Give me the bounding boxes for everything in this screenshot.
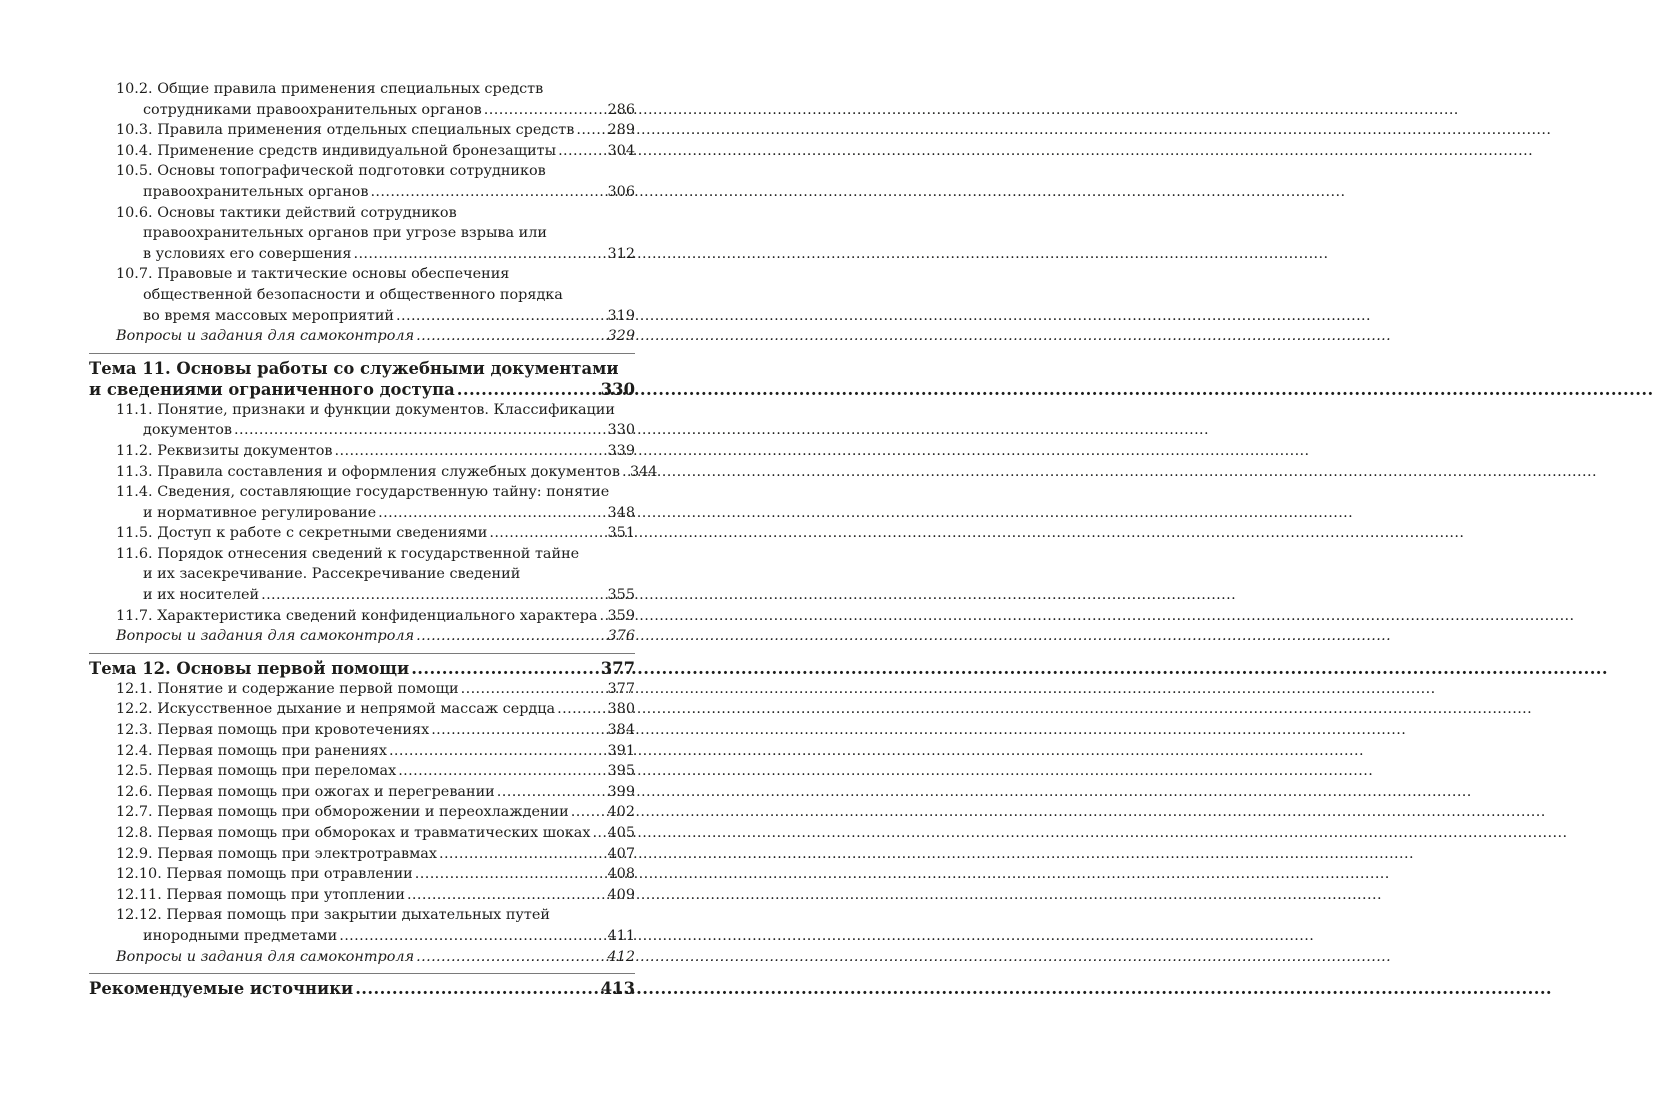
references-heading[interactable]: [89, 978, 635, 999]
page-number: 330: [607, 422, 635, 439]
toc-entry-text: 11.3. Правила составления и оформления служебных документов: [116, 463, 620, 480]
page-number: 409: [607, 886, 635, 903]
toc-entry-text: 12.2. Искусственное дыхание и непрямой массаж сердца: [116, 701, 556, 718]
toc-entry-text: и нормативное регулирование: [143, 504, 377, 521]
toc-entry-text: 10.4. Применение средств индивидуальной бронезащиты: [116, 142, 557, 159]
page-number: 391: [607, 742, 635, 759]
dot-leader: [398, 761, 605, 782]
toc-entry-text: 11.5. Доступ к работе с секретными сведениями: [116, 525, 488, 542]
toc-entry[interactable]: [116, 141, 635, 162]
toc-entry[interactable]: [116, 741, 635, 762]
toc-entry[interactable]: [116, 699, 635, 720]
page-number: 344: [629, 463, 658, 480]
chapter-heading-topic-11[interactable]: [89, 358, 635, 400]
toc-entry[interactable]: [116, 400, 635, 441]
page-number: 359: [607, 607, 635, 624]
page-number: 377: [607, 680, 635, 697]
page-number: 319: [607, 307, 635, 324]
toc-entry[interactable]: [116, 802, 635, 823]
toc-entry[interactable]: [116, 844, 635, 865]
toc-entry[interactable]: [116, 161, 635, 202]
dot-leader: [411, 658, 599, 679]
dot-leader: [261, 585, 605, 606]
page-number: 376: [607, 628, 635, 645]
section-list-topic-12: [116, 679, 635, 947]
dot-leader: [431, 720, 605, 741]
toc-entry-text: 12.4. Первая помощь при ранениях: [116, 742, 387, 759]
references-title: Рекомендуемые источники: [89, 979, 354, 999]
dot-leader: [389, 741, 606, 762]
toc-entry-text: 11.1. Понятие, признаки и функции документов. Классификации: [116, 401, 615, 418]
toc-entry-text: правоохранительных органов при угрозе взрыва или: [143, 225, 548, 242]
toc-entry[interactable]: [116, 482, 635, 523]
toc-entry-text: 12.3. Первая помощь при кровотечениях: [116, 722, 430, 739]
page-number: 304: [607, 142, 635, 159]
toc-entry-text: правоохранительных органов: [143, 183, 369, 200]
chapter-title-line-2: и сведениями ограниченного доступа: [89, 379, 455, 399]
toc-entry-text: в условиях его совершения: [143, 245, 352, 262]
page-number: 411: [607, 927, 635, 944]
toc-entry-text: общественной безопасности и общественного порядка: [143, 286, 563, 303]
toc-entry-text: 10.6. Основы тактики действий сотрудников: [116, 204, 457, 221]
page-number: 395: [607, 763, 635, 780]
dot-leader: [416, 326, 605, 347]
dot-leader: [234, 420, 606, 441]
dot-leader: [353, 244, 605, 265]
toc-entry-text: документов: [143, 422, 233, 439]
dot-leader: [415, 864, 606, 885]
toc-entry[interactable]: [116, 264, 635, 326]
toc-entry-text: 12.1. Понятие и содержание первой помощи: [116, 680, 459, 697]
self-check-questions-topic-12[interactable]: [116, 947, 635, 968]
self-check-questions-topic-11[interactable]: [116, 626, 635, 647]
toc-entry[interactable]: [116, 905, 635, 946]
toc-entry[interactable]: [116, 720, 635, 741]
toc-entry-text: сотрудниками правоохранительных органов: [143, 101, 482, 118]
toc-entry[interactable]: [116, 864, 635, 885]
page-number: 355: [607, 587, 635, 604]
toc-entry[interactable]: [116, 885, 635, 906]
section-list-topic-11: [116, 400, 658, 627]
self-check-label: Вопросы и задания для самоконтроля: [116, 328, 415, 345]
divider: [89, 653, 635, 654]
toc-entry-text: 12.5. Первая помощь при переломах: [116, 763, 397, 780]
self-check-label: Вопросы и задания для самоконтроля: [116, 948, 415, 965]
dot-leader: [396, 306, 606, 327]
chapter-title: Тема 12. Основы первой помощи: [89, 658, 410, 678]
self-check-label: Вопросы и задания для самоконтроля: [116, 628, 415, 645]
toc-entry-text: 11.2. Реквизиты документов: [116, 442, 333, 459]
page-number: 405: [607, 825, 635, 841]
toc-entry[interactable]: [116, 441, 635, 462]
dot-leader: [416, 626, 605, 647]
dot-leader: [497, 782, 606, 803]
page-number: 377: [600, 658, 635, 678]
chapter-heading-topic-12[interactable]: [89, 658, 635, 679]
toc-entry-text: 10.2. Общие правила применения специальных средств: [116, 81, 544, 97]
page-number: 413: [600, 979, 635, 999]
toc-entry-text: 11.4. Сведения, составляющие государственную тайну: понятие: [116, 484, 610, 501]
toc-entry-text: 12.9. Первая помощь при электротравмах: [116, 845, 437, 862]
dot-leader: [416, 947, 605, 968]
dot-leader: [335, 441, 606, 462]
toc-entry-text: 11.7. Характеристика сведений конфиденциального характера: [116, 607, 598, 624]
toc-entry[interactable]: [116, 462, 658, 483]
page-number: 312: [607, 245, 635, 262]
dot-leader: [339, 926, 605, 947]
page-number: 380: [607, 701, 635, 718]
toc-entry-text: 10.5. Основы топографической подготовки сотрудников: [116, 163, 546, 180]
page-number: 351: [607, 525, 635, 542]
toc-entry-text: 12.10. Первая помощь при отравлении: [116, 866, 413, 883]
toc-entry[interactable]: [116, 120, 635, 141]
page-number: 412: [607, 948, 635, 965]
toc-entry-text: 12.7. Первая помощь при обморожении и переохлаждении: [116, 804, 569, 821]
toc-entry[interactable]: [116, 523, 635, 544]
page-number: 348: [607, 504, 635, 521]
page-number: 330: [600, 379, 635, 399]
dot-leader: [439, 844, 606, 865]
divider: [89, 973, 635, 974]
toc-entry[interactable]: [116, 79, 635, 120]
dot-leader: [557, 699, 605, 720]
toc-entry-text: 12.11. Первая помощь при утоплении: [116, 886, 405, 903]
page-number: 289: [607, 122, 635, 139]
toc-entry[interactable]: [116, 782, 635, 803]
toc-entry-text: и их засекречивание. Рассекречивание сведений: [143, 566, 521, 583]
table-of-contents: [89, 79, 658, 999]
dot-leader: [592, 823, 605, 844]
dot-leader: [484, 100, 606, 121]
section-list-topic-10: [116, 79, 635, 326]
toc-entry-text: во время массовых мероприятий: [143, 307, 395, 324]
dot-leader: [457, 379, 599, 400]
toc-entry-text: 12.8. Первая помощь при обмороках и травматических шоках: [116, 825, 591, 841]
toc-entry[interactable]: [116, 203, 635, 265]
page-number: 306: [607, 183, 635, 200]
page-number: 408: [607, 866, 635, 883]
divider: [89, 353, 635, 354]
page-number: 402: [607, 804, 635, 821]
dot-leader: [378, 503, 605, 524]
toc-entry-text: 10.3. Правила применения отдельных специальных средств: [116, 122, 575, 139]
toc-entry-text: 10.7. Правовые и тактические основы обеспечения: [116, 266, 510, 283]
page-number: 286: [607, 101, 635, 118]
dot-leader: [571, 802, 606, 823]
toc-entry[interactable]: [116, 544, 635, 606]
chapter-title-line-1: Тема 11. Основы работы со служебными документами: [89, 358, 619, 378]
dot-leader: [600, 606, 606, 627]
toc-entry[interactable]: [116, 823, 635, 844]
page-number: 384: [607, 722, 635, 739]
dot-leader: [489, 523, 605, 544]
toc-entry-text: 12.12. Первая помощь при закрытии дыхательных путей: [116, 907, 550, 924]
dot-leader: [576, 120, 605, 141]
dot-leader: [461, 679, 606, 700]
page-number: 407: [607, 845, 635, 862]
toc-entry-text: инородными предметами: [143, 927, 338, 944]
toc-entry[interactable]: [116, 679, 635, 700]
toc-entry[interactable]: [116, 606, 635, 627]
page-number: 329: [607, 328, 635, 345]
self-check-questions-topic-10[interactable]: [116, 326, 635, 347]
toc-entry-text: 12.6. Первая помощь при ожогах и перегревании: [116, 783, 495, 800]
toc-entry-text: и их носителей: [143, 587, 260, 604]
toc-entry[interactable]: [116, 761, 635, 782]
page-number: 339: [607, 442, 635, 459]
toc-entry-text: 11.6. Порядок отнесения сведений к государственной тайне: [116, 545, 580, 562]
dot-leader: [355, 978, 599, 999]
dot-leader: [622, 462, 628, 483]
dot-leader: [370, 182, 605, 203]
page-number: 399: [607, 783, 635, 800]
dot-leader: [558, 141, 605, 162]
dot-leader: [407, 885, 606, 906]
